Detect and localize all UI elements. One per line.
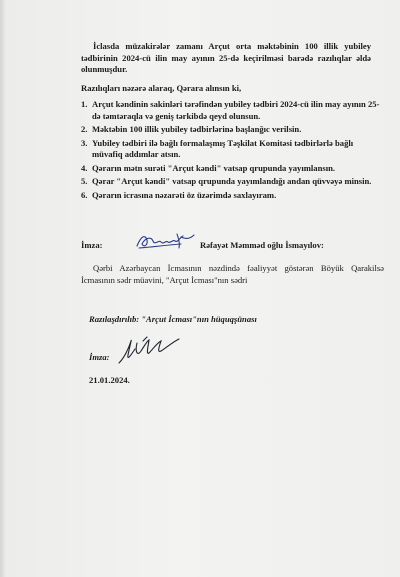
- agreed-by: Razılaşdırılıb: "Arçut İcması"nın hüquqşünası: [89, 314, 257, 324]
- intro-paragraph: İclasda müzakirələr zamanı Arçut orta məktəbinin 100 illik yubiley tədbirinin 2024-cü ilin may ayının 25-də keçirilməsi barədə razılıqlar əldə olunmuşdur.: [81, 41, 371, 74]
- signature-label: İmza:: [89, 352, 110, 362]
- document-date: 21.01.2024.: [89, 375, 130, 385]
- handwritten-signature: [133, 228, 197, 254]
- list-item: 1. Arçut kəndinin sakinləri tərəfindən yubiley tədbiri 2024-cü ilin may ayının 25-də təmtəraqla və geniş tərkibdə qeyd olunsun.: [81, 99, 380, 121]
- handwritten-signature: [113, 333, 187, 369]
- organization-title: Qərbi Azərbaycan İcmasının nəzdində fəaliyyət göstərən Böyük Qarakilsə İcmasının sədr müavini, "Arçut İcması"nın sədri: [81, 263, 384, 285]
- list-item: 5. Qərar "Arçut kəndi" vatsap qrupunda yayımlandığı andan qüvvəyə minsin.: [81, 176, 372, 186]
- list-item: 3. Yubiley tədbiri ilə bağlı formalaşmış Təşkilat Komitəsi tədbirlərlə bağlı müvafiq addımlar atsın.: [81, 137, 354, 159]
- signature-label: İmza:: [81, 240, 103, 250]
- decision-lead: Razılıqları nəzərə alaraq, Qərara alınsın ki,: [81, 83, 242, 93]
- signatory-name: Rəfayət Məmməd oğlu İsmayılov:: [200, 240, 324, 250]
- list-item: 6. Qərarın icrasına nəzarəti öz üzərimdə saxlayıram.: [81, 189, 277, 200]
- decision-list: [81, 99, 381, 203]
- list-item: 2. Məktəbin 100 illik yubiley tədbirlərinə başlanğıc verilsin.: [81, 124, 302, 134]
- page-edge-shadow: [0, 0, 6, 577]
- list-item: 4. Qərarın mətn surəti "Arçut kəndi" vatsap qrupunda yayımlansın.: [81, 162, 336, 173]
